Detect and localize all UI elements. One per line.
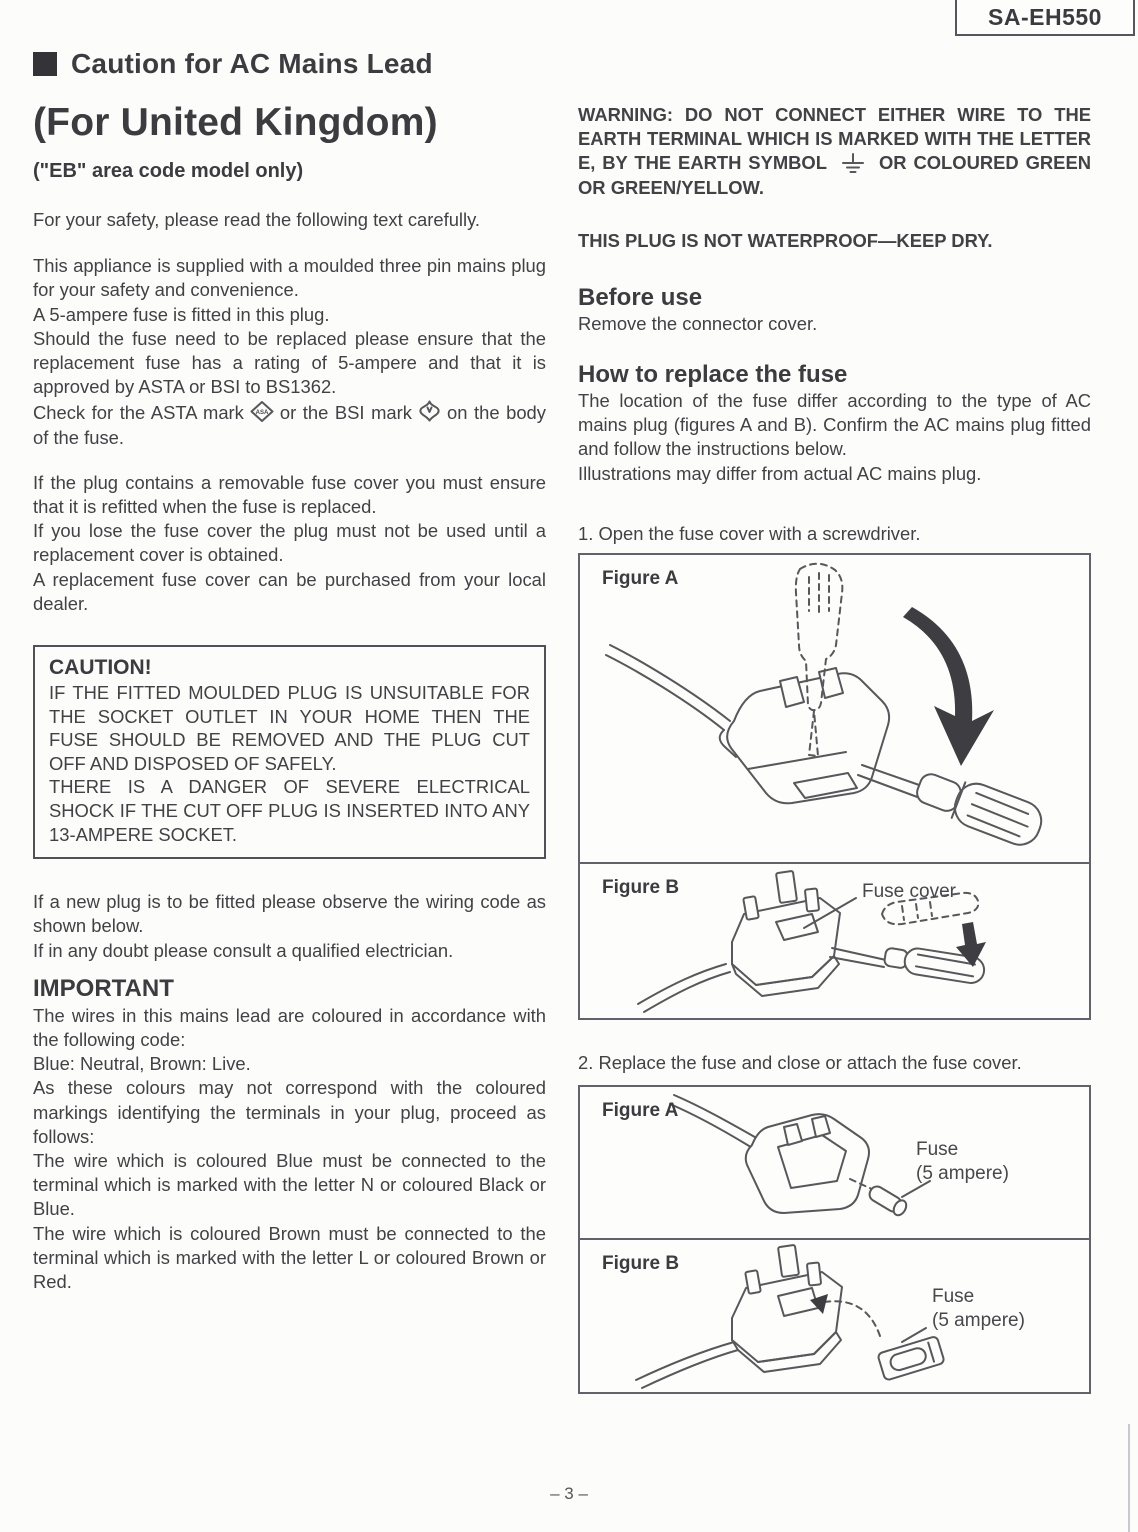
caution-text: THERE IS A DANGER OF SEVERE ELECTRICAL SHOCK IF THE CUT OFF PLUG IS INSERTED INTO ANY 13-AMPERE SOCKET.	[49, 776, 530, 845]
fuse-ampere-label: (5 ampere)	[916, 1163, 1009, 1185]
area-code-note: ("EB" area code model only)	[33, 160, 304, 182]
fuse-label: Fuse	[916, 1139, 959, 1161]
scan-artifact-line	[1128, 1424, 1130, 1532]
rotate-arrow	[903, 607, 994, 766]
figure-b-replace-panel	[578, 1238, 1091, 1394]
section-bullet-icon	[33, 52, 57, 76]
paragraph-line: The wire which is coloured Brown must be connected to the terminal which is marked with the letter L or coloured Brown or Red.	[33, 1222, 546, 1293]
fuse-ampere-label: (5 ampere)	[932, 1310, 1025, 1332]
solid-screwdriver	[858, 764, 1047, 851]
fuse-holder	[877, 1336, 944, 1381]
fuse	[867, 1184, 909, 1218]
bsi-kitemark-icon	[418, 399, 441, 423]
figure-set-open-cover	[578, 553, 1091, 1020]
check-mark-text-1: Check for the ASTA mark	[33, 402, 244, 424]
page-number: – 3 –	[550, 1484, 588, 1503]
paragraph-line: If in any doubt please consult a qualified electrician.	[33, 939, 454, 961]
paragraph-line: Should the fuse need to be replaced please ensure that the replacement fuse has a rating of 5-ampere and that it is approved by ASTA or BSI to BS1362.	[33, 327, 546, 398]
asta-mark-icon	[250, 400, 274, 423]
caution-title: CAUTION!	[49, 656, 152, 680]
keep-dry-text: THIS PLUG IS NOT WATERPROOF—KEEP DRY.	[578, 229, 993, 251]
section-title: Caution for AC Mains Lead	[71, 48, 433, 79]
paragraph-line: As these colours may not correspond with the coloured markings identifying the terminals in your plug, proceed as follows:	[33, 1077, 546, 1147]
plug-paragraph	[33, 254, 546, 450]
figure-b-label: Figure B	[602, 877, 680, 899]
figure-a-replace-panel	[578, 1085, 1091, 1240]
paragraph-line: A 5-ampere fuse is fitted in this plug.	[33, 303, 330, 325]
paragraph-line: If you lose the fuse cover the plug must not be used until a replacement cover is obtained.	[33, 520, 546, 566]
figure-set-replace-fuse	[578, 1085, 1091, 1394]
caution-box	[33, 645, 546, 859]
replace-fuse-body: Illustrations may differ from actual AC mains plug.	[578, 462, 982, 484]
new-plug-paragraph	[33, 890, 546, 963]
important-title: IMPORTANT	[33, 974, 174, 1002]
check-mark-text-2: or the BSI mark	[279, 402, 412, 424]
paragraph-line: A replacement fuse cover can be purchased from your local dealer.	[33, 568, 546, 614]
section-header	[33, 48, 546, 80]
replace-fuse-title: How to replace the fuse	[578, 361, 848, 389]
caution-text: IF THE FITTED MOULDED PLUG IS UNSUITABLE FOR THE SOCKET OUTLET IN YOUR HOME THEN THE FUSE SHOULD BE REMOVED AND THE PLUG CUT OFF AND DISPOSED OF SAFELY.	[49, 682, 530, 774]
left-column	[33, 48, 546, 1294]
figure-b-label: Figure B	[602, 1253, 680, 1275]
warning-text-2: OR COLOURED GREEN OR GREEN/YELLOW.	[578, 152, 1091, 199]
region-title: (For United Kingdom)	[33, 101, 438, 144]
figure-a-open-illustration	[580, 555, 1089, 862]
model-number: SA-EH550	[988, 4, 1102, 30]
intro-text: For your safety, please read the following text carefully.	[33, 209, 481, 230]
earth-symbol-icon	[839, 152, 867, 176]
replace-fuse-body: The location of the fuse differ according to the type of AC mains plug (figures A and B). Confirm the AC mains plug fitted and follow the instructions below.	[578, 390, 1091, 460]
figure-a-label: Figure A	[602, 1100, 679, 1122]
paragraph-line: This appliance is supplied with a moulded three pin mains plug for your safety and convenience.	[33, 255, 546, 301]
fuse-cover-label: Fuse cover	[862, 881, 956, 903]
warning-paragraph	[578, 103, 1091, 201]
important-paragraph	[33, 1004, 546, 1294]
right-column	[578, 103, 1091, 1394]
model-badge	[955, 0, 1135, 36]
svg-text:ASA: ASA	[255, 410, 269, 417]
before-use-body: Remove the connector cover.	[578, 312, 818, 334]
fuse-cover-paragraph	[33, 471, 546, 616]
paragraph-line: The wire which is coloured Blue must be connected to the terminal which is marked with the letter N or coloured Black or Blue.	[33, 1150, 546, 1220]
paragraph-line: The wires in this mains lead are coloured in accordance with the following code:	[33, 1004, 546, 1051]
figure-b-open-panel	[578, 862, 1091, 1020]
paragraph-line: Blue: Neutral, Brown: Live.	[33, 1053, 251, 1075]
paragraph-line: If the plug contains a removable fuse cover you must ensure that it is refitted when the fuse is replaced.	[33, 471, 546, 518]
step-2-text: 2. Replace the fuse and close or attach the fuse cover.	[578, 1052, 1022, 1074]
figure-a-label: Figure A	[602, 568, 679, 590]
fuse-label: Fuse	[932, 1286, 975, 1308]
figure-a-open-panel	[578, 553, 1091, 864]
paragraph-line: If a new plug is to be fitted please observe the wiring code as shown below.	[33, 891, 546, 937]
step-1-text: 1. Open the fuse cover with a screwdriver.	[578, 522, 921, 544]
paragraph-line	[33, 399, 546, 449]
before-use-title: Before use	[578, 283, 703, 311]
warning-text-1: WARNING: DO NOT CONNECT EITHER WIRE TO THE EARTH TERMINAL WHICH IS MARKED WITH THE LETTER E, BY THE EARTH SYMBOL	[578, 104, 1091, 174]
check-mark-text-3: on the body of the fuse.	[33, 402, 546, 448]
